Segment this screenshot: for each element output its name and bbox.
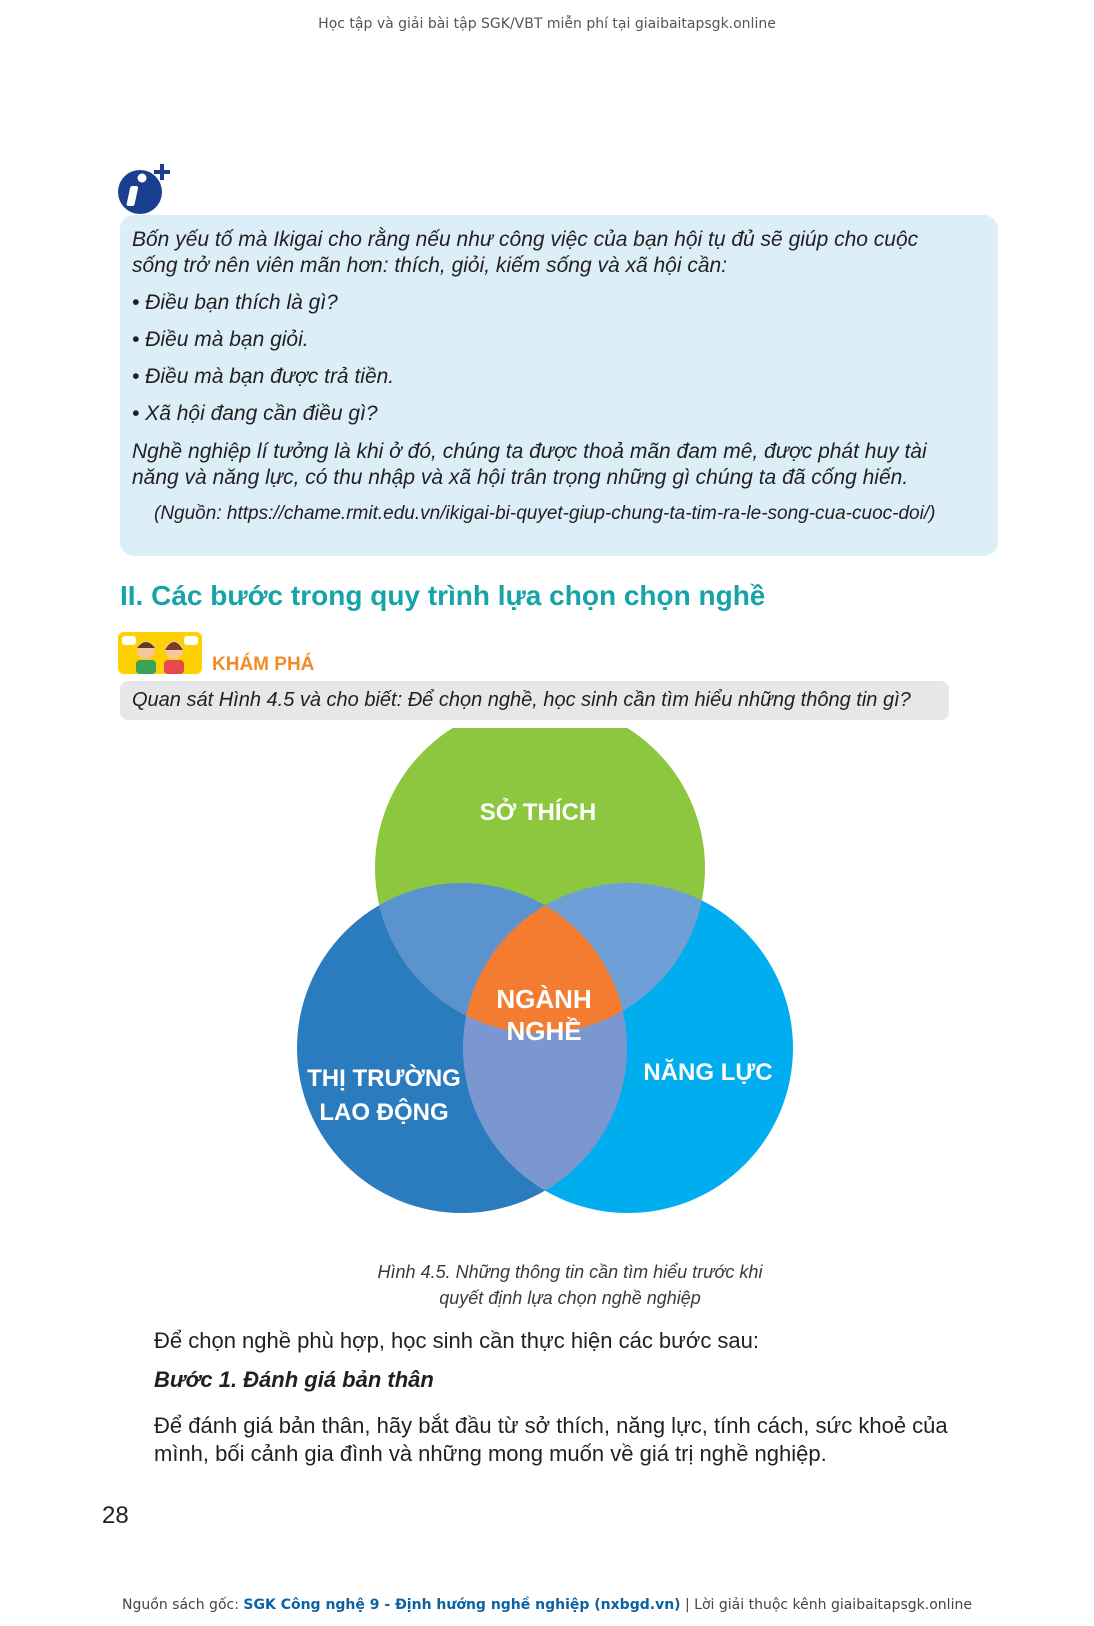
- info-bullet: • Điều mà bạn giỏi.: [132, 328, 309, 351]
- info-bullet: • Điều mà bạn được trả tiền.: [132, 365, 395, 388]
- students-discussion-icon: [118, 630, 202, 676]
- info-bullet: • Điều bạn thích là gì?: [132, 291, 338, 314]
- venn-label-right: NĂNG LỰC: [643, 1059, 773, 1086]
- body-intro: Để chọn nghề phù hợp, học sinh cần thực hiện các bước sau:: [154, 1328, 760, 1353]
- venn-label-center: NGÀNH: [496, 984, 592, 1014]
- figure-caption-line-2: quyết định lựa chọn nghề nghiệp: [439, 1288, 701, 1308]
- venn-label-left: THỊ TRƯỜNG: [307, 1065, 461, 1092]
- section-heading: II. Các bước trong quy trình lựa chọn chọn nghề: [120, 580, 766, 611]
- info-conclusion-line-2: năng và năng lực, có thu nhập và xã hội trân trọng những gì chúng ta đã cống hiến.: [132, 466, 909, 489]
- step-1-title: Bước 1. Đánh giá bản thân: [154, 1367, 434, 1392]
- venn-label-left: LAO ĐỘNG: [319, 1099, 449, 1126]
- step-1-text-line-1: Để đánh giá bản thân, hãy bắt đầu từ sở thích, năng lực, tính cách, sức khoẻ của: [154, 1413, 948, 1438]
- explore-question: Quan sát Hình 4.5 và cho biết: Để chọn nghề, học sinh cần tìm hiểu những thông tin gì?: [132, 689, 911, 711]
- info-intro-line-2: sống trở nên viên mãn hơn: thích, giỏi, kiếm sống và xã hội cần:: [132, 254, 728, 277]
- footer-prefix: Nguồn sách gốc:: [122, 1597, 244, 1613]
- info-source-citation: (Nguồn: https://chame.rmit.edu.vn/ikigai-bi-quyet-giup-chung-ta-tim-ra-le-song-cua-cuoc-doi/): [154, 503, 936, 524]
- page-number: 28: [102, 1502, 129, 1529]
- site-header-note: Học tập và giải bài tập SGK/VBT miễn phí tại giaibaitapsgk.online: [318, 16, 776, 32]
- info-intro-line-1: Bốn yếu tố mà Ikigai cho rằng nếu như công việc của bạn hội tụ đủ sẽ giúp cho cuộc: [132, 228, 919, 251]
- venn-diagram: [290, 728, 830, 1258]
- venn-label-top: SỞ THÍCH: [479, 799, 597, 826]
- venn-label-center: NGHỀ: [506, 1016, 582, 1046]
- info-conclusion-line-1: Nghề nghiệp lí tưởng là khi ở đó, chúng ta được thoả mãn đam mê, được phát huy tài: [132, 440, 927, 463]
- explore-label: KHÁM PHÁ: [212, 654, 315, 675]
- footer-note: [0, 1597, 1094, 1613]
- info-plus-icon: [116, 160, 174, 218]
- info-bullet: • Xã hội đang cần điều gì?: [132, 402, 378, 425]
- figure-caption-line-1: Hình 4.5. Những thông tin cần tìm hiểu trước khi: [377, 1262, 763, 1282]
- footer-book-link[interactable]: SGK Công nghệ 9 - Định hướng nghề nghiệp (nxbgd.vn): [243, 1597, 681, 1613]
- footer-suffix: | Lời giải thuộc kênh giaibaitapsgk.online: [680, 1597, 972, 1613]
- step-1-text-line-2: mình, bối cảnh gia đình và những mong muốn về giá trị nghề nghiệp.: [154, 1441, 827, 1466]
